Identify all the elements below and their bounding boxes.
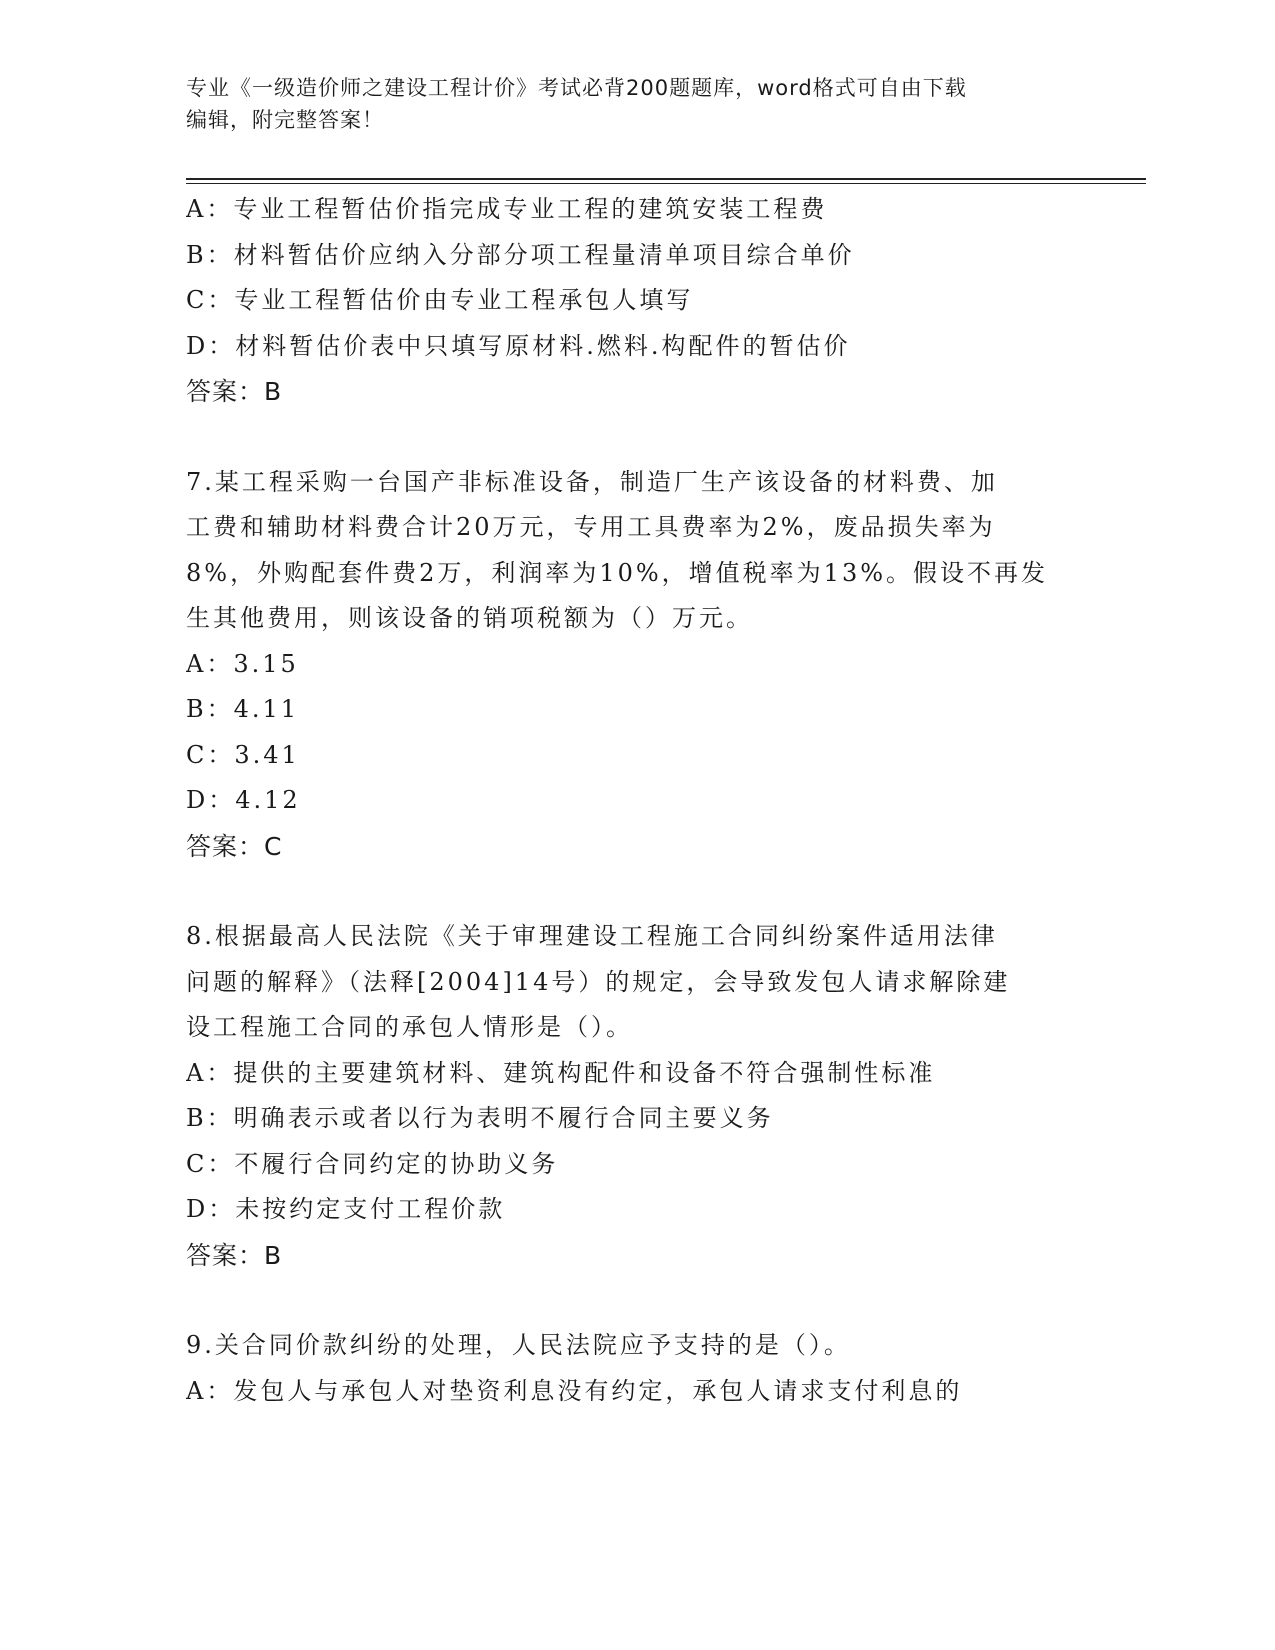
- spacer: [186, 415, 1066, 460]
- answer: 答案：B: [186, 1240, 283, 1270]
- question-stem-line: 工费和辅助材料费合计20万元，专用工具费率为2%，废品损失率为: [186, 513, 996, 541]
- option-d: D：材料暂估价表中只填写原材料.燃料.构配件的暂估价: [186, 331, 851, 360]
- question-9: [186, 1323, 1066, 1414]
- question-stem-line: 7.某工程采购一台国产非标准设备，制造厂生产该设备的材料费、加: [186, 467, 998, 496]
- question-stem-line: 9.关合同价款纠纷的处理，人民法院应予支持的是（）。: [186, 1331, 851, 1359]
- option-c: C：不履行合同约定的协助义务: [186, 1149, 559, 1178]
- document-header: [186, 72, 1066, 136]
- option-c: C：专业工程暂估价由专业工程承包人填写: [186, 286, 694, 314]
- answer: 答案：B: [186, 377, 283, 406]
- option-a: A：3.15: [186, 649, 299, 678]
- question-stem-line: 问题的解释》（法释[2004]14号）的规定，会导致发包人请求解除建: [186, 967, 1011, 996]
- option-b: B：材料暂估价应纳入分部分项工程量清单项目综合单价: [186, 240, 855, 269]
- spacer: [186, 1278, 1066, 1323]
- option-a: A：发包人与承包人对垫资利息没有约定，承包人请求支付利息的: [186, 1376, 963, 1405]
- header-line-1: 专业《一级造价师之建设工程计价》考试必背200题题库，word格式可自由下载: [186, 76, 967, 100]
- header-rule-thick: [186, 178, 1146, 180]
- spacer: [186, 869, 1066, 914]
- option-c: C：3.41: [186, 740, 300, 769]
- option-d: D：4.12: [186, 786, 301, 814]
- question-8: [186, 914, 1066, 1278]
- question-6: [186, 187, 1066, 415]
- option-b: B：4.11: [186, 695, 300, 723]
- option-d: D：未按约定支付工程价款: [186, 1195, 506, 1223]
- question-stem-line: 8.根据最高人民法院《关于审理建设工程施工合同纠纷案件适用法律: [186, 922, 998, 950]
- question-stem-line: 设工程施工合同的承包人情形是（）。: [186, 1013, 633, 1041]
- question-stem-line: 生其他费用，则该设备的销项税额为（）万元。: [186, 604, 753, 632]
- header-rule-thin: [186, 183, 1146, 184]
- question-7: [186, 460, 1066, 870]
- question-stem-line: 8%，外购配套件费2万，利润率为10%，增值税率为13%。假设不再发: [186, 558, 1049, 587]
- option-a: A：专业工程暂估价指完成专业工程的建筑安装工程费: [186, 195, 828, 223]
- answer: 答案：C: [186, 831, 283, 861]
- option-a: A：提供的主要建筑材料、建筑构配件和设备不符合强制性标准: [186, 1058, 936, 1087]
- option-b: B：明确表示或者以行为表明不履行合同主要义务: [186, 1104, 774, 1132]
- question-content: [186, 187, 1066, 1414]
- header-line-2: 编辑，附完整答案！: [186, 108, 384, 132]
